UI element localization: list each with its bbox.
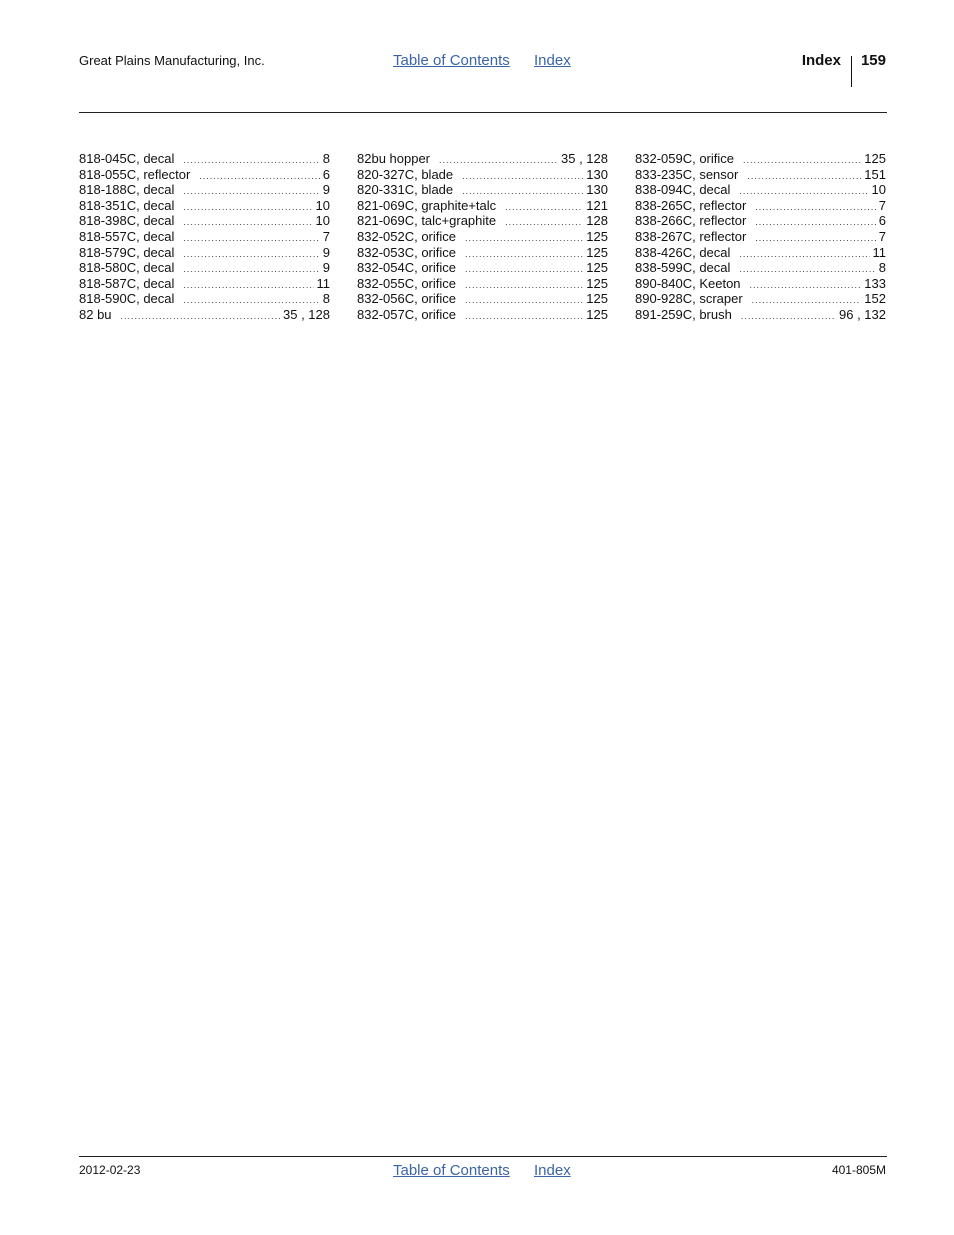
index-entry (79, 229, 330, 245)
index-entry (635, 260, 886, 276)
dot-leader (183, 184, 319, 198)
index-term: 838-266C, reflector (635, 213, 747, 229)
page-reference[interactable]: 11 (316, 275, 330, 291)
dot-leader (183, 278, 313, 292)
index-entry (635, 151, 886, 167)
dot-leader (755, 231, 875, 245)
page-reference[interactable]: 7 (878, 228, 886, 244)
dot-leader (755, 200, 875, 214)
index-entry (79, 260, 330, 276)
page-reference[interactable]: 11 (872, 244, 886, 260)
dot-leader (183, 200, 312, 214)
page-reference[interactable]: 10 (871, 182, 886, 198)
page-reference[interactable]: 152 (864, 291, 886, 307)
header-rule (79, 112, 887, 113)
index-term: 818-557C, decal (79, 228, 175, 244)
section-title: Index (801, 52, 841, 69)
index-entry (357, 245, 608, 261)
dot-leader (121, 309, 280, 323)
dot-leader (741, 309, 836, 323)
dot-leader (465, 231, 583, 245)
dot-leader (747, 169, 861, 183)
dot-leader (743, 153, 861, 167)
dot-leader (465, 247, 583, 261)
index-term: 818-579C, decal (79, 244, 175, 260)
dot-leader (462, 169, 583, 183)
page-reference[interactable]: 7 (322, 228, 330, 244)
index-term: 838-426C, decal (635, 244, 731, 260)
dot-leader (439, 153, 558, 167)
index-term: 818-188C, decal (79, 182, 175, 198)
dot-leader (505, 215, 583, 229)
page-reference[interactable]: 6 (878, 213, 886, 229)
index-column-3 (635, 151, 886, 323)
index-term: 820-327C, blade (357, 166, 454, 182)
dot-leader (462, 184, 583, 198)
index-entry (635, 276, 886, 292)
footer-table-of-contents-link[interactable]: Table of Contents (393, 1162, 510, 1179)
index-entry (79, 167, 330, 183)
page-reference[interactable]: 96 , 132 (839, 306, 886, 322)
index-entry (79, 291, 330, 307)
index-term: 818-580C, decal (79, 260, 175, 276)
index-term: 818-587C, decal (79, 275, 175, 291)
page-reference[interactable]: 125 (586, 228, 608, 244)
page-reference[interactable]: 9 (322, 182, 330, 198)
dot-leader (183, 247, 319, 261)
table-of-contents-link[interactable]: Table of Contents (393, 52, 510, 69)
index-entry (635, 182, 886, 198)
index-term: 82bu hopper (357, 151, 431, 166)
page-number: 159 (860, 52, 886, 69)
page-reference[interactable]: 125 (586, 275, 608, 291)
page-reference[interactable]: 10 (315, 213, 330, 229)
index-term: 821-069C, graphite+talc (357, 197, 497, 213)
page-reference[interactable]: 130 (586, 182, 608, 198)
index-entry (79, 276, 330, 292)
page-reference[interactable]: 7 (878, 197, 886, 213)
page-reference[interactable]: 8 (878, 260, 886, 276)
index-entry (635, 307, 886, 323)
dot-leader (183, 262, 319, 276)
index-term: 838-094C, decal (635, 182, 731, 198)
page-reference[interactable]: 133 (864, 275, 886, 291)
index-term: 832-054C, orifice (357, 260, 456, 276)
index-term: 890-840C, Keeton (635, 275, 741, 291)
dot-leader (465, 309, 583, 323)
index-entry (357, 291, 608, 307)
dot-leader (739, 247, 869, 261)
index-entry (79, 151, 330, 167)
index-term: 890-928C, scraper (635, 291, 743, 307)
index-term: 832-056C, orifice (357, 291, 456, 307)
index-term: 832-055C, orifice (357, 275, 456, 291)
page-reference[interactable]: 125 (586, 291, 608, 307)
index-term: 832-053C, orifice (357, 244, 456, 260)
index-entry (357, 229, 608, 245)
index-entry (635, 291, 886, 307)
dot-leader (465, 293, 583, 307)
dot-leader (183, 153, 319, 167)
dot-leader (505, 200, 583, 214)
index-term: 821-069C, talc+graphite (357, 213, 497, 229)
index-term: 818-590C, decal (79, 291, 175, 307)
page-reference[interactable]: 125 (586, 306, 608, 322)
page-reference[interactable]: 125 (586, 260, 608, 276)
page-reference[interactable]: 9 (322, 244, 330, 260)
footer-rule (79, 1156, 887, 1157)
index-term: 818-055C, reflector (79, 166, 191, 182)
index-column-2 (357, 151, 608, 323)
index-entry (357, 151, 608, 167)
index-entry (635, 245, 886, 261)
index-term: 838-267C, reflector (635, 228, 747, 244)
index-term: 838-265C, reflector (635, 197, 747, 213)
dot-leader (739, 184, 868, 198)
index-term: 832-057C, orifice (357, 306, 456, 322)
index-column-1 (79, 151, 330, 323)
dot-leader (755, 215, 875, 229)
dot-leader (752, 293, 862, 307)
index-term: 82 bu (79, 306, 112, 322)
index-entry (79, 198, 330, 214)
dot-leader (183, 293, 319, 307)
dot-leader (183, 215, 312, 229)
page-reference[interactable]: 8 (322, 151, 330, 166)
index-term: 818-351C, decal (79, 197, 175, 213)
index-entry (357, 260, 608, 276)
dot-leader (183, 231, 319, 245)
dot-leader (750, 278, 862, 292)
index-entry (79, 245, 330, 261)
index-entry (635, 229, 886, 245)
page-reference[interactable]: 125 (586, 244, 608, 260)
index-entry (357, 167, 608, 183)
document-number: 401-805M (831, 1163, 886, 1177)
dot-leader (199, 169, 319, 183)
index-entry (635, 213, 886, 229)
dot-leader (465, 278, 583, 292)
page-reference[interactable]: 128 (586, 213, 608, 229)
page-reference[interactable]: 35 , 128 (283, 306, 330, 322)
dot-leader (465, 262, 583, 276)
index-entry (79, 182, 330, 198)
index-term: 838-599C, decal (635, 260, 731, 276)
header-divider (851, 56, 852, 87)
footer-date: 2012-02-23 (79, 1163, 141, 1177)
index-term: 818-045C, decal (79, 151, 175, 166)
index-term: 818-398C, decal (79, 213, 175, 229)
page-reference[interactable]: 125 (864, 151, 886, 166)
index-link[interactable]: Index (534, 52, 571, 69)
index-entry (357, 182, 608, 198)
index-term: 833-235C, sensor (635, 166, 739, 182)
page-reference[interactable]: 130 (586, 166, 608, 182)
footer-index-link[interactable]: Index (534, 1162, 571, 1179)
company-name: Great Plains Manufacturing, Inc. (79, 53, 265, 68)
index-entry (357, 213, 608, 229)
index-term: 891-259C, brush (635, 306, 732, 322)
index-entry (635, 198, 886, 214)
page-reference[interactable]: 151 (864, 166, 886, 182)
index-entry (357, 276, 608, 292)
page-reference[interactable]: 121 (586, 197, 608, 213)
index-entry (79, 213, 330, 229)
index-entry (79, 307, 330, 323)
index-entry (357, 198, 608, 214)
index-term: 820-331C, blade (357, 182, 454, 198)
index-term: 832-059C, orifice (635, 151, 734, 166)
page-reference[interactable]: 9 (322, 260, 330, 276)
page-reference[interactable]: 35 , 128 (561, 151, 608, 166)
page-reference[interactable]: 6 (322, 166, 330, 182)
index-entry (635, 167, 886, 183)
index-entry (357, 307, 608, 323)
page-reference[interactable]: 8 (322, 291, 330, 307)
dot-leader (739, 262, 875, 276)
index-term: 832-052C, orifice (357, 228, 456, 244)
page-reference[interactable]: 10 (315, 197, 330, 213)
